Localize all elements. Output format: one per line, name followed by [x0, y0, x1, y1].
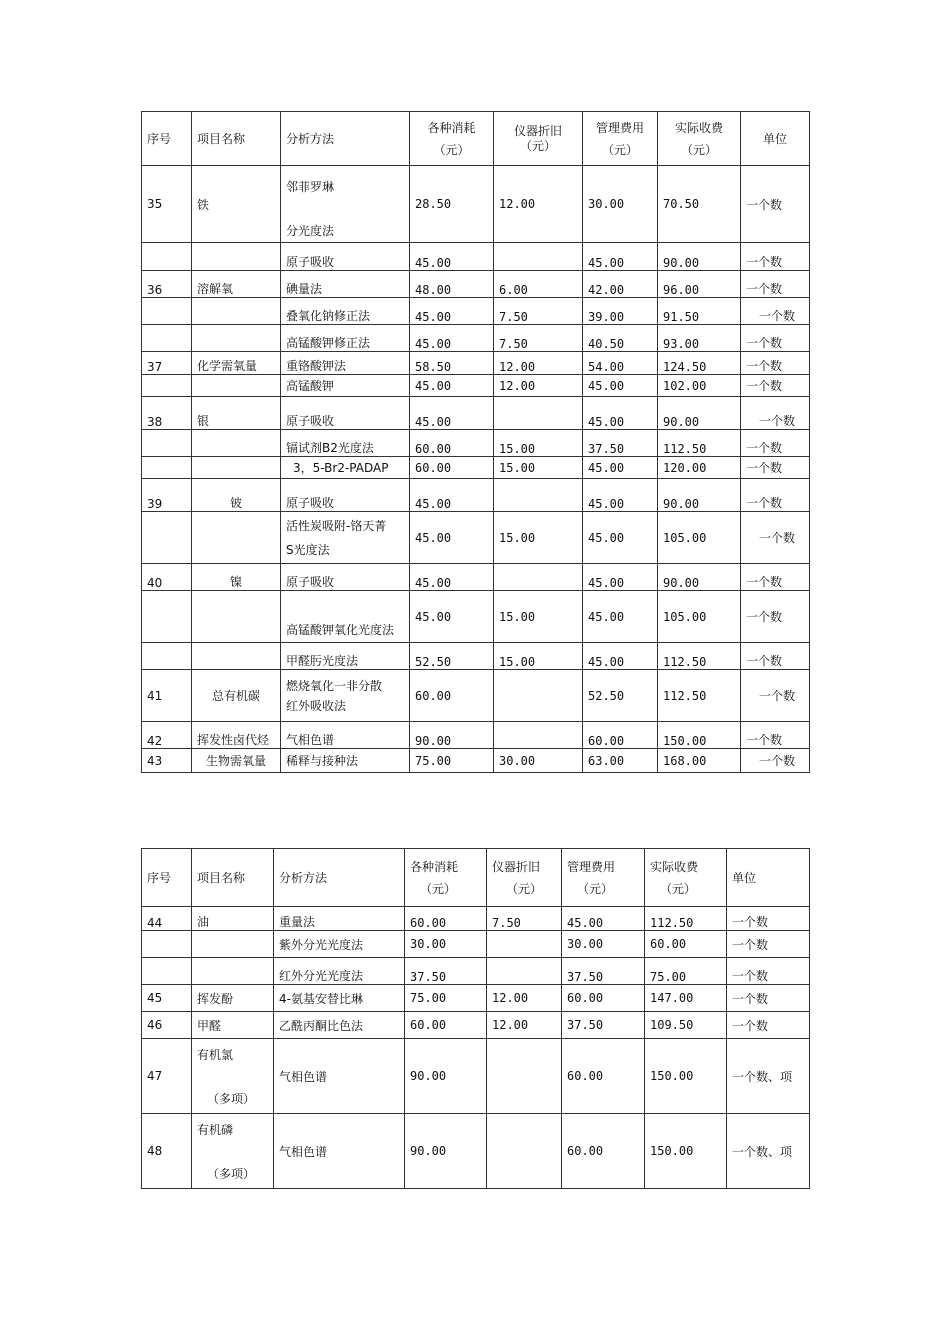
cell-depreciation: 12.00 [494, 166, 583, 243]
cell-no [142, 243, 192, 271]
cell-management: 37.50 [562, 958, 645, 985]
cell-management: 60.00 [583, 722, 658, 749]
cell-name [192, 958, 274, 985]
header-management: 管理费用 （元） [562, 849, 645, 907]
cell-consume: 75.00 [410, 749, 494, 773]
cell-consume: 48.00 [410, 271, 494, 298]
cell-unit: 一个数 [741, 271, 810, 298]
cell-no: 38 [142, 397, 192, 430]
header-unit: 单位 [727, 849, 810, 907]
cell-charge: 105.00 [658, 512, 741, 564]
cell-charge: 112.50 [658, 670, 741, 722]
cell-management: 39.00 [583, 298, 658, 325]
cell-method: 活性炭吸附-铬天菁 S光度法 [281, 512, 410, 564]
header-no: 序号 [142, 849, 192, 907]
cell-name [192, 931, 274, 958]
cell-depreciation: 7.50 [494, 325, 583, 352]
cell-charge: 91.50 [658, 298, 741, 325]
cell-method: 甲醛肟光度法 [281, 643, 410, 670]
table-row [142, 298, 810, 325]
table-row [142, 352, 810, 375]
cell-no: 40 [142, 564, 192, 591]
cell-unit: 一个数 [741, 670, 810, 722]
table-row [142, 479, 810, 512]
cell-management: 45.00 [583, 591, 658, 643]
cell-charge: 90.00 [658, 243, 741, 271]
cell-method: 原子吸收 [281, 564, 410, 591]
cell-unit: 一个数、项 [727, 1039, 810, 1114]
fee-table-2 [141, 848, 810, 1189]
cell-name: 甲醛 [192, 1012, 274, 1039]
cell-method: 乙酰丙酮比色法 [274, 1012, 405, 1039]
cell-consume: 45.00 [410, 591, 494, 643]
header-name: 项目名称 [192, 112, 281, 166]
cell-depreciation: 7.50 [494, 298, 583, 325]
cell-consume: 60.00 [410, 457, 494, 479]
cell-management: 45.00 [583, 375, 658, 397]
cell-no: 46 [142, 1012, 192, 1039]
cell-unit: 一个数 [741, 564, 810, 591]
cell-depreciation [487, 1039, 562, 1114]
cell-depreciation: 12.00 [487, 1012, 562, 1039]
cell-unit: 一个数 [741, 643, 810, 670]
table-row [142, 564, 810, 591]
cell-method: 稀释与接种法 [281, 749, 410, 773]
cell-name [192, 591, 281, 643]
cell-charge: 168.00 [658, 749, 741, 773]
cell-management: 60.00 [562, 1039, 645, 1114]
cell-name: 油 [192, 907, 274, 931]
cell-method: 重量法 [274, 907, 405, 931]
cell-method: 3，5-Br2-PADAP [281, 457, 410, 479]
cell-name: 溶解氧 [192, 271, 281, 298]
header-charge: 实际收费 （元） [658, 112, 741, 166]
cell-consume: 52.50 [410, 643, 494, 670]
cell-no [142, 325, 192, 352]
cell-method: 紫外分光光度法 [274, 931, 405, 958]
cell-management: 45.00 [583, 457, 658, 479]
cell-no: 44 [142, 907, 192, 931]
cell-management: 60.00 [562, 1114, 645, 1189]
cell-consume: 30.00 [405, 931, 487, 958]
cell-management: 37.50 [583, 430, 658, 457]
cell-consume: 58.50 [410, 352, 494, 375]
cell-depreciation: 12.00 [494, 375, 583, 397]
cell-consume: 60.00 [405, 1012, 487, 1039]
cell-name [192, 375, 281, 397]
cell-name: 有机磷 （多项） [192, 1114, 274, 1189]
cell-depreciation: 30.00 [494, 749, 583, 773]
cell-management: 45.00 [583, 643, 658, 670]
table-row [142, 397, 810, 430]
cell-charge: 90.00 [658, 479, 741, 512]
cell-management: 40.50 [583, 325, 658, 352]
cell-depreciation: 12.00 [494, 352, 583, 375]
cell-charge: 112.50 [658, 643, 741, 670]
header-consume: 各种消耗 （元） [410, 112, 494, 166]
cell-consume: 28.50 [410, 166, 494, 243]
cell-charge: 93.00 [658, 325, 741, 352]
table-row [142, 243, 810, 271]
cell-depreciation: 15.00 [494, 591, 583, 643]
cell-depreciation: 15.00 [494, 457, 583, 479]
cell-charge: 75.00 [645, 958, 727, 985]
cell-name [192, 457, 281, 479]
cell-method: 原子吸收 [281, 479, 410, 512]
cell-charge: 90.00 [658, 397, 741, 430]
table-row [142, 907, 810, 931]
table-row [142, 166, 810, 243]
cell-no [142, 512, 192, 564]
cell-depreciation [487, 958, 562, 985]
cell-unit: 一个数 [741, 457, 810, 479]
table-row [142, 591, 810, 643]
cell-no [142, 298, 192, 325]
header-no: 序号 [142, 112, 192, 166]
header-charge: 实际收费 （元） [645, 849, 727, 907]
cell-consume: 90.00 [405, 1114, 487, 1189]
cell-unit: 一个数 [741, 479, 810, 512]
cell-method: 高锰酸钾 [281, 375, 410, 397]
cell-method: 原子吸收 [281, 243, 410, 271]
cell-unit: 一个数 [741, 166, 810, 243]
cell-management: 54.00 [583, 352, 658, 375]
cell-consume: 60.00 [410, 670, 494, 722]
table-row [142, 375, 810, 397]
cell-charge: 60.00 [645, 931, 727, 958]
header-depreciation: 仪器折旧 （元） [494, 112, 583, 166]
table-row [142, 325, 810, 352]
cell-management: 45.00 [583, 564, 658, 591]
cell-method: 重铬酸钾法 [281, 352, 410, 375]
cell-charge: 150.00 [645, 1114, 727, 1189]
cell-depreciation: 15.00 [494, 512, 583, 564]
cell-no [142, 457, 192, 479]
cell-unit: 一个数 [741, 591, 810, 643]
cell-depreciation [487, 1114, 562, 1189]
cell-name: 银 [192, 397, 281, 430]
cell-unit: 一个数 [741, 325, 810, 352]
cell-method: 燃烧氧化一非分散 红外吸收法 [281, 670, 410, 722]
cell-consume: 45.00 [410, 397, 494, 430]
table-row [142, 670, 810, 722]
cell-depreciation: 15.00 [494, 643, 583, 670]
cell-consume: 60.00 [405, 907, 487, 931]
cell-method: 高锰酸钾氧化光度法 [281, 591, 410, 643]
cell-name: 挥发性卤代烃 [192, 722, 281, 749]
cell-depreciation: 12.00 [487, 985, 562, 1012]
cell-depreciation: 6.00 [494, 271, 583, 298]
cell-unit: 一个数、项 [727, 1114, 810, 1189]
cell-name [192, 643, 281, 670]
table-row [142, 271, 810, 298]
header-depreciation: 仪器折旧 （元） [487, 849, 562, 907]
cell-unit: 一个数 [741, 375, 810, 397]
cell-unit: 一个数 [741, 722, 810, 749]
cell-method: 气相色谱 [274, 1114, 405, 1189]
cell-consume: 45.00 [410, 564, 494, 591]
header-row [142, 112, 810, 166]
cell-unit: 一个数 [741, 430, 810, 457]
cell-depreciation [487, 931, 562, 958]
cell-no: 36 [142, 271, 192, 298]
cell-unit: 一个数 [741, 298, 810, 325]
cell-management: 45.00 [583, 512, 658, 564]
cell-method: 高锰酸钾修正法 [281, 325, 410, 352]
table-row [142, 985, 810, 1012]
cell-name: 有机氯 （多项） [192, 1039, 274, 1114]
cell-charge: 70.50 [658, 166, 741, 243]
cell-method: 红外分光光度法 [274, 958, 405, 985]
cell-unit: 一个数 [727, 1012, 810, 1039]
cell-unit: 一个数 [727, 931, 810, 958]
cell-name: 总有机碳 [192, 670, 281, 722]
cell-method: 4-氨基安替比琳 [274, 985, 405, 1012]
cell-no [142, 591, 192, 643]
cell-unit: 一个数 [727, 907, 810, 931]
fee-table-1 [141, 111, 810, 773]
cell-method: 镉试剂B2光度法 [281, 430, 410, 457]
cell-name: 生物需氧量 [192, 749, 281, 773]
cell-method: 原子吸收 [281, 397, 410, 430]
cell-charge: 112.50 [645, 907, 727, 931]
cell-no [142, 375, 192, 397]
cell-charge: 120.00 [658, 457, 741, 479]
cell-management: 60.00 [562, 985, 645, 1012]
cell-management: 30.00 [583, 166, 658, 243]
cell-management: 52.50 [583, 670, 658, 722]
cell-name [192, 430, 281, 457]
cell-management: 45.00 [562, 907, 645, 931]
cell-consume: 90.00 [410, 722, 494, 749]
cell-consume: 75.00 [405, 985, 487, 1012]
cell-unit: 一个数 [741, 243, 810, 271]
header-consume: 各种消耗 （元） [405, 849, 487, 907]
cell-consume: 90.00 [405, 1039, 487, 1114]
cell-management: 45.00 [583, 479, 658, 512]
cell-consume: 60.00 [410, 430, 494, 457]
cell-depreciation [494, 397, 583, 430]
cell-management: 63.00 [583, 749, 658, 773]
cell-method: 碘量法 [281, 271, 410, 298]
cell-management: 42.00 [583, 271, 658, 298]
cell-method: 气相色谱 [274, 1039, 405, 1114]
cell-unit: 一个数 [741, 397, 810, 430]
cell-management: 37.50 [562, 1012, 645, 1039]
cell-management: 45.00 [583, 243, 658, 271]
cell-charge: 90.00 [658, 564, 741, 591]
table-row [142, 643, 810, 670]
table-row [142, 958, 810, 985]
cell-consume: 45.00 [410, 512, 494, 564]
cell-depreciation [494, 479, 583, 512]
table-row [142, 457, 810, 479]
cell-no: 41 [142, 670, 192, 722]
cell-charge: 105.00 [658, 591, 741, 643]
cell-no [142, 643, 192, 670]
cell-charge: 150.00 [658, 722, 741, 749]
cell-method: 叠氧化钠修正法 [281, 298, 410, 325]
cell-no: 43 [142, 749, 192, 773]
cell-unit: 一个数 [727, 985, 810, 1012]
table-row [142, 931, 810, 958]
cell-name: 化学需氧量 [192, 352, 281, 375]
cell-name [192, 325, 281, 352]
cell-charge: 102.00 [658, 375, 741, 397]
cell-unit: 一个数 [741, 512, 810, 564]
table-row [142, 749, 810, 773]
header-unit: 单位 [741, 112, 810, 166]
cell-consume: 45.00 [410, 325, 494, 352]
table-row [142, 430, 810, 457]
cell-method: 气相色谱 [281, 722, 410, 749]
cell-no: 42 [142, 722, 192, 749]
cell-name [192, 512, 281, 564]
cell-depreciation [494, 564, 583, 591]
header-method: 分析方法 [274, 849, 405, 907]
cell-charge: 150.00 [645, 1039, 727, 1114]
cell-name: 镍 [192, 564, 281, 591]
cell-depreciation [494, 243, 583, 271]
cell-no [142, 931, 192, 958]
cell-name [192, 243, 281, 271]
table-row [142, 512, 810, 564]
header-management: 管理费用 （元） [583, 112, 658, 166]
cell-no: 37 [142, 352, 192, 375]
cell-charge: 96.00 [658, 271, 741, 298]
cell-no: 35 [142, 166, 192, 243]
table-row [142, 722, 810, 749]
cell-depreciation [494, 670, 583, 722]
cell-name: 挥发酚 [192, 985, 274, 1012]
cell-consume: 45.00 [410, 375, 494, 397]
cell-charge: 124.50 [658, 352, 741, 375]
cell-consume: 37.50 [405, 958, 487, 985]
cell-name [192, 298, 281, 325]
cell-management: 45.00 [583, 397, 658, 430]
header-method: 分析方法 [281, 112, 410, 166]
cell-no: 48 [142, 1114, 192, 1189]
cell-depreciation: 7.50 [487, 907, 562, 931]
cell-unit: 一个数 [727, 958, 810, 985]
cell-no [142, 430, 192, 457]
cell-no: 39 [142, 479, 192, 512]
cell-method: 邻菲罗琳 分光度法 [281, 166, 410, 243]
cell-name: 铁 [192, 166, 281, 243]
cell-no: 47 [142, 1039, 192, 1114]
cell-charge: 112.50 [658, 430, 741, 457]
cell-depreciation: 15.00 [494, 430, 583, 457]
cell-consume: 45.00 [410, 243, 494, 271]
cell-unit: 一个数 [741, 749, 810, 773]
cell-depreciation [494, 722, 583, 749]
cell-no [142, 958, 192, 985]
cell-charge: 147.00 [645, 985, 727, 1012]
cell-charge: 109.50 [645, 1012, 727, 1039]
cell-unit: 一个数 [741, 352, 810, 375]
cell-no: 45 [142, 985, 192, 1012]
table-row [142, 1114, 810, 1189]
header-row [142, 849, 810, 907]
cell-management: 30.00 [562, 931, 645, 958]
cell-consume: 45.00 [410, 479, 494, 512]
cell-consume: 45.00 [410, 298, 494, 325]
table-row [142, 1039, 810, 1114]
table-row [142, 1012, 810, 1039]
header-name: 项目名称 [192, 849, 274, 907]
cell-name: 铍 [192, 479, 281, 512]
